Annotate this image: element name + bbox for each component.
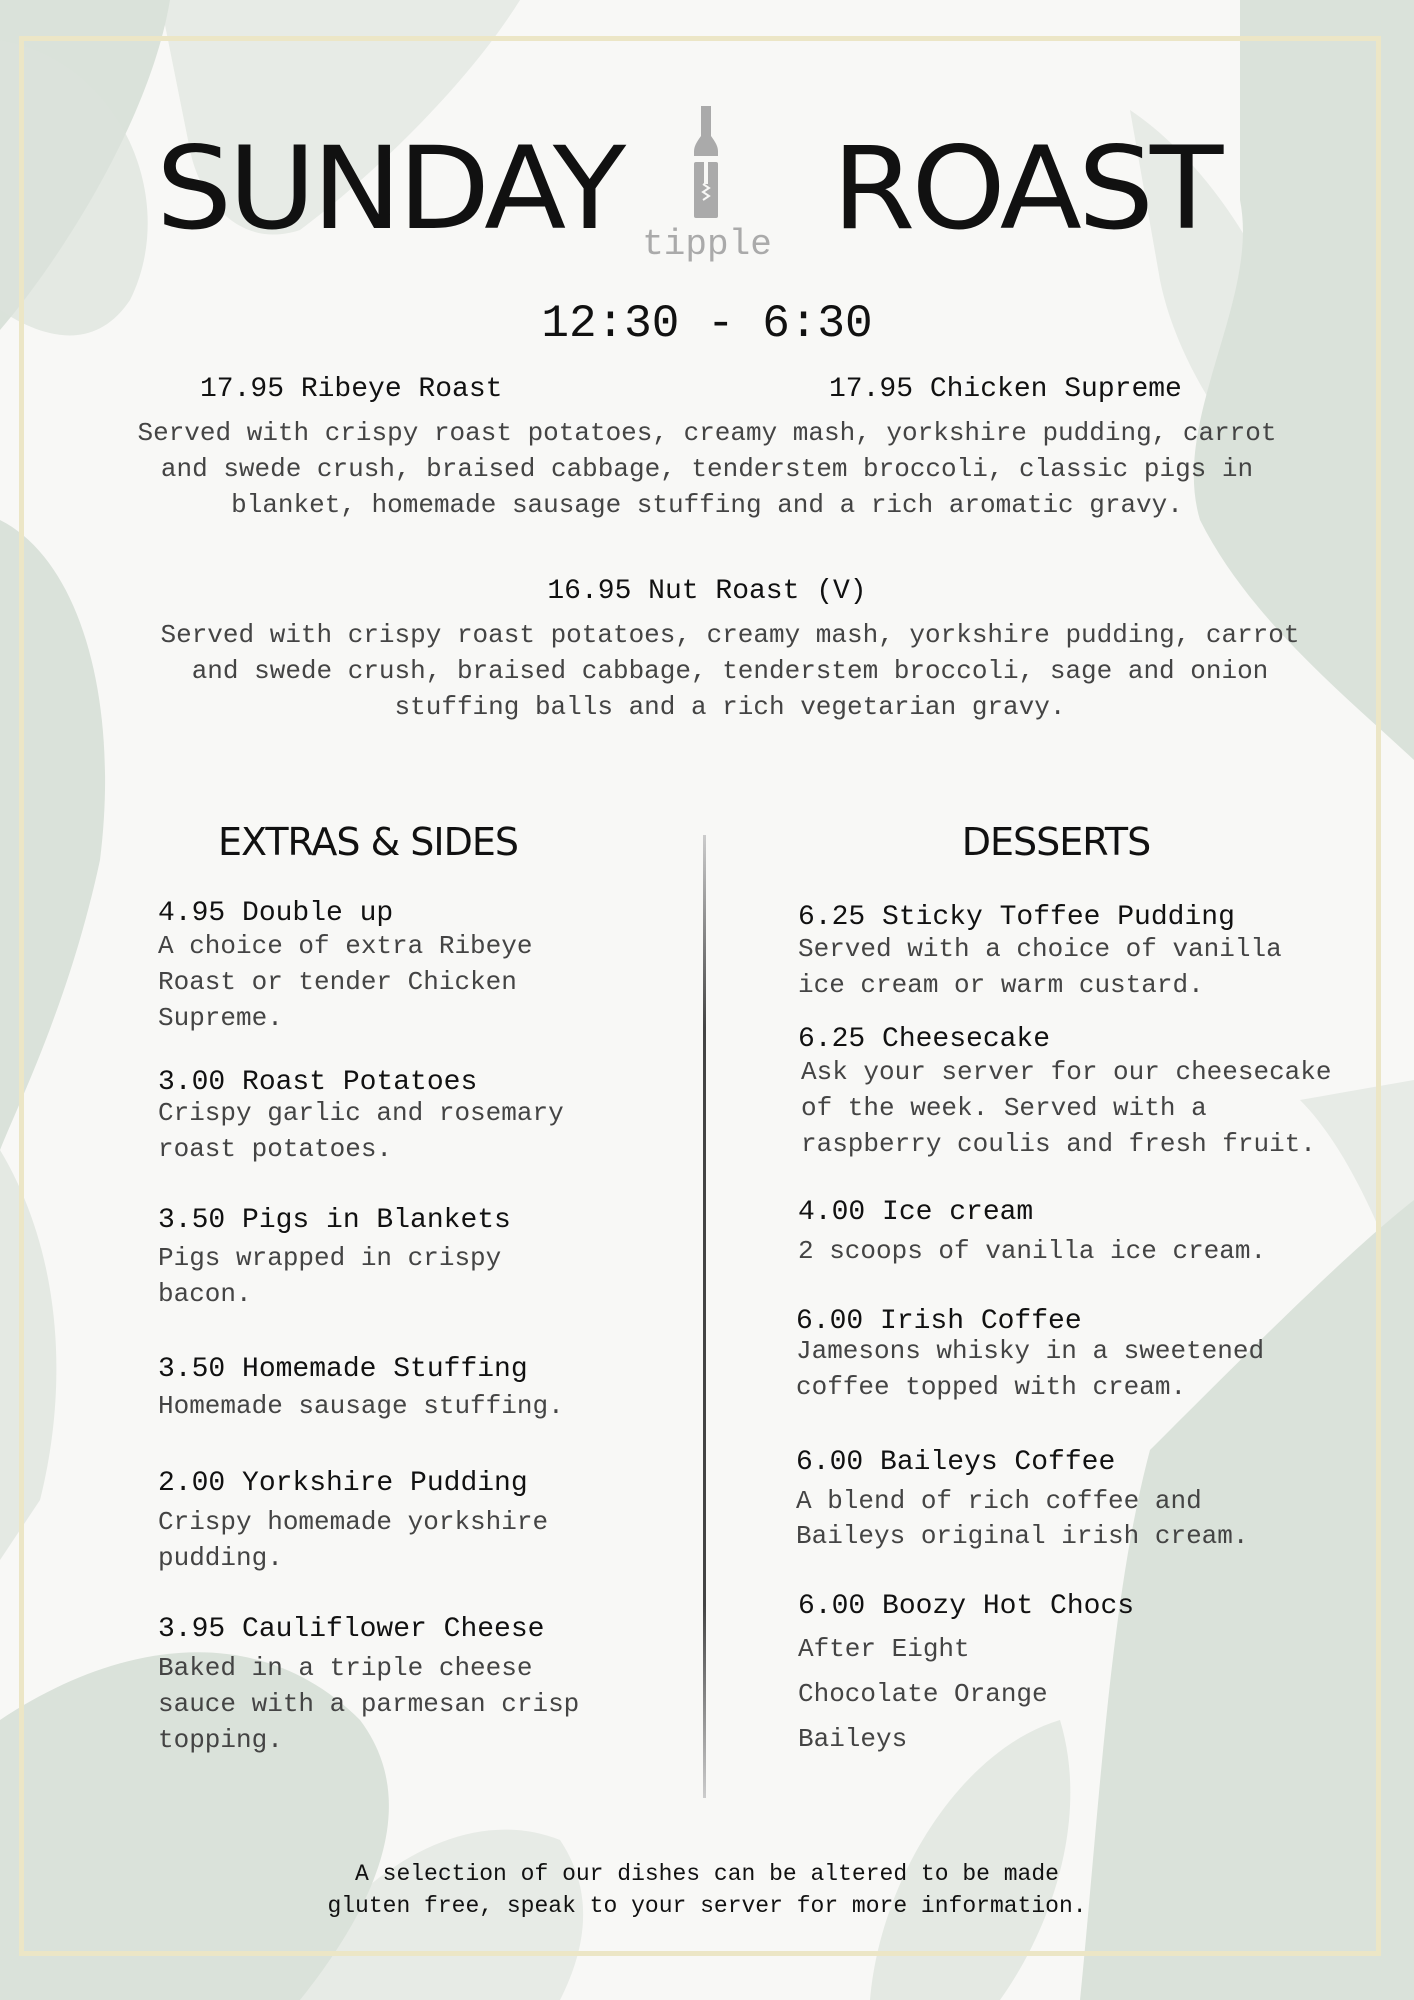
description-line: and swede crush, braised cabbage, tenderstem broccoli, classic pigs in <box>160 454 1254 484</box>
desserts-item-heading: 6.00 Irish Coffee <box>796 1306 1082 1337</box>
description-line: Baked in a triple cheese <box>158 1653 533 1683</box>
description-line: Baileys original irish cream. <box>796 1521 1249 1551</box>
description-line: pudding. <box>158 1543 283 1573</box>
desserts-heading: DESSERTS <box>961 820 1151 864</box>
nut-roast-description <box>0 617 1414 725</box>
meat-description <box>0 415 1414 523</box>
description-line: bacon. <box>158 1279 252 1309</box>
extras-item-description <box>158 928 532 1036</box>
wine-bottle-logo-icon <box>690 106 722 221</box>
footer-line: gluten free, speak to your server for more information. <box>327 1893 1087 1919</box>
description-line: Pigs wrapped in crispy <box>158 1243 502 1273</box>
description-line: roast potatoes. <box>158 1134 393 1164</box>
description-line: Chocolate Orange <box>798 1679 1048 1709</box>
description-line: sauce with a parmesan crisp <box>158 1689 580 1719</box>
extras-item-description <box>158 1650 579 1758</box>
description-line: Jamesons whisky in a sweetened <box>796 1336 1265 1366</box>
description-line: stuffing balls and a rich vegetarian gravy. <box>394 692 1066 722</box>
description-line: Served with a choice of vanilla <box>798 934 1282 964</box>
desserts-item-heading: 6.00 Boozy Hot Chocs <box>798 1591 1135 1622</box>
desserts-item-description <box>798 1627 1048 1762</box>
extras-item-description <box>158 1095 564 1167</box>
main-ribeye-heading: 17.95 Ribeye Roast <box>200 374 503 405</box>
description-line: Ask your server for our cheesecake <box>801 1057 1332 1087</box>
description-line: Homemade sausage stuffing. <box>158 1391 564 1421</box>
desserts-item-heading: 6.25 Sticky Toffee Pudding <box>798 902 1235 933</box>
desserts-item-heading: 6.25 Cheesecake <box>798 1024 1051 1055</box>
extras-item-description <box>158 1240 501 1312</box>
extras-item-description <box>158 1504 548 1576</box>
extras-sides-heading: EXTRAS & SIDES <box>217 820 519 864</box>
main-nut-roast-heading: 16.95 Nut Roast (V) <box>547 576 867 607</box>
title-roast: ROAST <box>832 123 1220 256</box>
desserts-item-description <box>796 1484 1248 1554</box>
description-line: Served with crispy roast potatoes, creamy mash, yorkshire pudding, carrot <box>137 418 1277 448</box>
description-line: Baileys <box>798 1724 908 1754</box>
description-line: A blend of rich coffee and <box>796 1486 1202 1516</box>
description-line: Roast or tender Chicken <box>158 967 517 997</box>
desserts-item-heading: 6.00 Baileys Coffee <box>796 1447 1116 1478</box>
extras-item-heading: 3.00 Roast Potatoes <box>158 1067 478 1098</box>
description-line: Served with crispy roast potatoes, creamy mash, yorkshire pudding, carrot <box>160 620 1300 650</box>
description-line: topping. <box>158 1725 283 1755</box>
serving-hours: 12:30 - 6:30 <box>541 298 873 350</box>
desserts-item-description <box>796 1333 1264 1405</box>
footer-line: A selection of our dishes can be altered to be made <box>355 1861 1059 1887</box>
extras-item-heading: 3.95 Cauliflower Cheese <box>158 1614 545 1645</box>
main-chicken-heading: 17.95 Chicken Supreme <box>829 374 1182 405</box>
description-line: blanket, homemade sausage stuffing and a rich aromatic gravy. <box>231 490 1183 520</box>
description-line: Supreme. <box>158 1003 283 1033</box>
desserts-item-description <box>798 1233 1266 1269</box>
description-line: of the week. Served with a <box>801 1093 1207 1123</box>
desserts-item-description <box>798 931 1282 1003</box>
title-sunday: SUNDAY <box>156 123 623 256</box>
extras-item-heading: 4.95 Double up <box>158 898 394 929</box>
description-line: A choice of extra Ribeye <box>158 931 533 961</box>
description-line: Crispy garlic and rosemary <box>158 1098 564 1128</box>
logo-text: tipple <box>642 224 772 265</box>
desserts-item-heading: 4.00 Ice cream <box>798 1197 1034 1228</box>
desserts-item-description <box>801 1054 1332 1162</box>
extras-item-heading: 2.00 Yorkshire Pudding <box>158 1468 528 1499</box>
extras-item-heading: 3.50 Homemade Stuffing <box>158 1354 528 1385</box>
description-line: Crispy homemade yorkshire <box>158 1507 549 1537</box>
description-line: raspberry coulis and fresh fruit. <box>801 1129 1316 1159</box>
description-line: and swede crush, braised cabbage, tenderstem broccoli, sage and onion <box>191 656 1269 686</box>
description-line: coffee topped with cream. <box>796 1372 1187 1402</box>
extras-item-description <box>158 1388 564 1424</box>
description-line: ice cream or warm custard. <box>798 970 1204 1000</box>
description-line: After Eight <box>798 1634 970 1664</box>
gluten-free-note <box>0 1858 1414 1922</box>
column-divider <box>703 835 706 1798</box>
extras-item-heading: 3.50 Pigs in Blankets <box>158 1205 511 1236</box>
description-line: 2 scoops of vanilla ice cream. <box>798 1236 1267 1266</box>
